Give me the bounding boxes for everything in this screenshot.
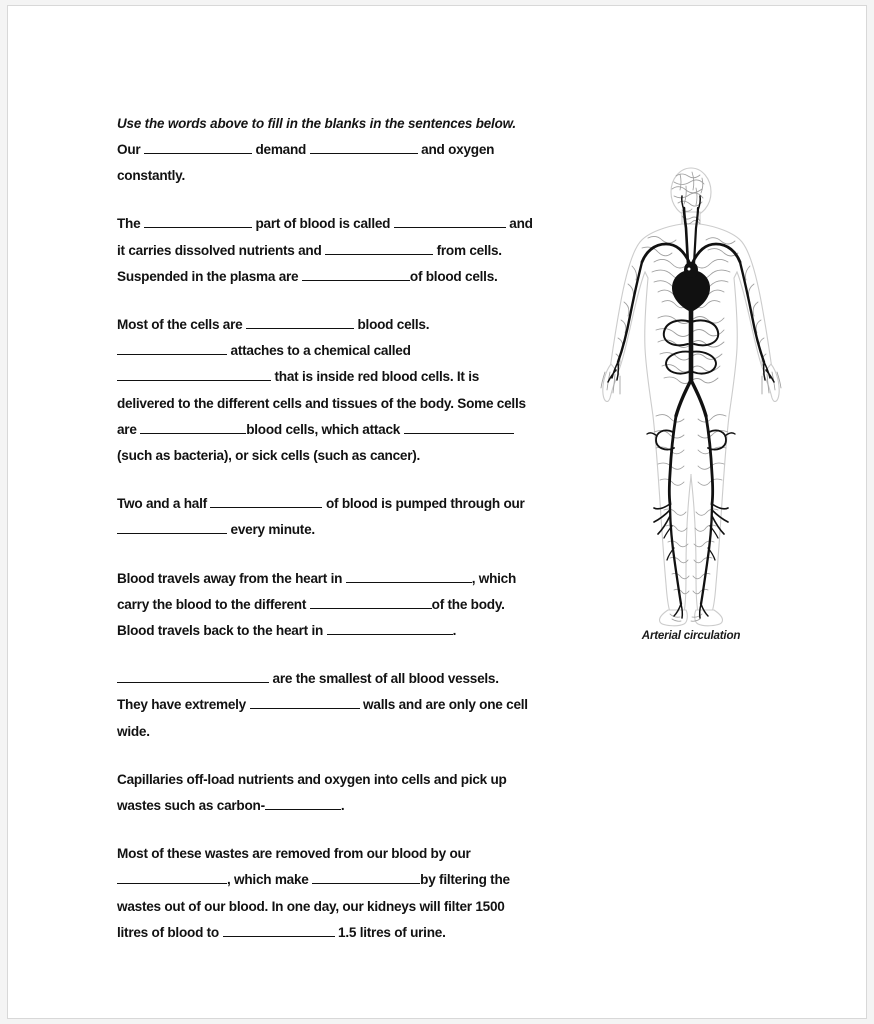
question-line	[117, 211, 569, 237]
question-text: from cells.	[433, 242, 502, 258]
question-line	[117, 364, 569, 390]
answer-blank[interactable]	[327, 622, 453, 635]
question-line	[117, 767, 569, 793]
question-text: .	[452, 623, 457, 639]
question-text: and oxygen	[417, 142, 495, 157]
question-text: Most of the cells are	[117, 317, 246, 333]
answer-blank[interactable]	[346, 570, 472, 583]
question-line	[117, 894, 569, 920]
question-line	[117, 566, 569, 592]
answer-blank[interactable]	[302, 268, 410, 281]
question-text: Our	[117, 142, 144, 157]
question-text: blood cells, which attack	[246, 421, 404, 437]
figure-container	[596, 166, 786, 642]
question-text: and	[505, 216, 533, 232]
figure-caption: Arterial circulation	[641, 629, 741, 642]
question-q-demand	[117, 137, 569, 189]
answer-blank[interactable]	[250, 696, 360, 709]
question-text: walls and are only one cell	[359, 697, 528, 713]
answer-blank[interactable]	[325, 242, 433, 255]
question-line	[117, 312, 569, 338]
question-q-arteries-veins	[117, 566, 569, 645]
question-line	[117, 417, 569, 443]
question-text: are the smallest of all blood vessels.	[269, 671, 499, 687]
question-text: They have extremely	[117, 697, 250, 713]
arterial-circulation-icon	[596, 166, 786, 628]
question-line	[117, 443, 569, 469]
body-outline	[603, 168, 779, 626]
question-text: blood cells.	[353, 317, 430, 333]
question-line	[117, 391, 569, 417]
answer-blank[interactable]	[265, 797, 341, 810]
question-q-litres-pumped	[117, 491, 569, 543]
answer-blank[interactable]	[144, 215, 252, 228]
question-line	[117, 793, 569, 819]
question-text: of blood cells.	[409, 268, 498, 284]
question-text: Blood travels away from the heart in	[117, 570, 346, 586]
question-text: 1.5 litres of urine.	[334, 924, 446, 940]
question-text: litres of blood to	[117, 924, 223, 940]
question-line	[117, 618, 569, 644]
question-q-plasma	[117, 211, 569, 290]
question-line	[117, 338, 569, 364]
answer-blank[interactable]	[117, 368, 271, 381]
question-q-red-white-cells	[117, 312, 569, 469]
question-text: by filtering the	[420, 872, 510, 888]
question-line	[117, 491, 569, 517]
answer-blank[interactable]	[117, 521, 227, 534]
answer-blank[interactable]	[310, 141, 418, 154]
worksheet-text-column	[117, 111, 569, 946]
question-text: wastes such as carbon-	[117, 798, 265, 814]
answer-blank[interactable]	[394, 215, 506, 228]
question-text: wide.	[117, 723, 150, 739]
question-text: that is inside red blood cells. It is	[271, 369, 480, 385]
question-line	[117, 264, 569, 290]
question-text: constantly.	[117, 168, 185, 184]
question-text: of the body.	[431, 596, 505, 612]
worksheet-page	[7, 5, 867, 1019]
question-text: delivered to the different cells and tissues of the body. Some cells	[117, 395, 526, 411]
question-text: , which	[471, 570, 517, 586]
question-text: attaches to a chemical called	[227, 343, 411, 359]
question-q-carbon-dioxide	[117, 767, 569, 819]
question-line	[117, 867, 569, 893]
question-text: Blood travels back to the heart in	[117, 623, 327, 639]
question-text: Two and a half	[117, 496, 211, 512]
question-block-list	[117, 137, 569, 946]
answer-blank[interactable]	[140, 421, 246, 434]
question-q-capillaries	[117, 666, 569, 745]
question-line	[117, 841, 569, 867]
question-line	[117, 137, 569, 163]
answer-blank[interactable]	[117, 871, 227, 884]
question-text: of blood is pumped through our	[322, 496, 525, 512]
question-line	[117, 592, 569, 618]
question-line	[117, 692, 569, 718]
question-text: Suspended in the plasma are	[117, 268, 302, 284]
answer-blank[interactable]	[312, 871, 420, 884]
answer-blank[interactable]	[117, 342, 227, 355]
answer-blank[interactable]	[246, 316, 354, 329]
question-text: The	[117, 216, 144, 232]
question-q-kidneys-urine	[117, 841, 569, 946]
worksheet-instruction: Use the words above to fill in the blanks in the sentences below.	[117, 116, 516, 131]
question-text: it carries dissolved nutrients and	[117, 242, 326, 258]
question-text: Capillaries off-load nutrients and oxygen into cells and pick up	[117, 771, 507, 787]
answer-blank[interactable]	[404, 421, 514, 434]
question-text: part of blood is called	[251, 216, 394, 232]
question-line	[117, 163, 569, 189]
question-text: every minute.	[227, 522, 315, 538]
question-line	[117, 666, 569, 692]
question-text: demand	[251, 142, 310, 157]
question-text: Most of these wastes are removed from our blood by our	[117, 846, 471, 862]
question-text: are	[117, 421, 141, 437]
answer-blank[interactable]	[144, 141, 252, 154]
question-text: carry the blood to the different	[117, 596, 310, 612]
question-line	[117, 517, 569, 543]
answer-blank[interactable]	[310, 596, 432, 609]
question-line	[117, 238, 569, 264]
question-line	[117, 920, 569, 946]
question-text: , which make	[227, 872, 313, 888]
question-line	[117, 719, 569, 745]
answer-blank[interactable]	[223, 924, 335, 937]
answer-blank[interactable]	[210, 495, 322, 508]
question-text: wastes out of our blood. In one day, our kidneys will filter 1500	[117, 898, 505, 914]
question-text: (such as bacteria), or sick cells (such as cancer).	[117, 448, 421, 464]
answer-blank[interactable]	[117, 670, 269, 683]
question-text: .	[340, 798, 345, 814]
